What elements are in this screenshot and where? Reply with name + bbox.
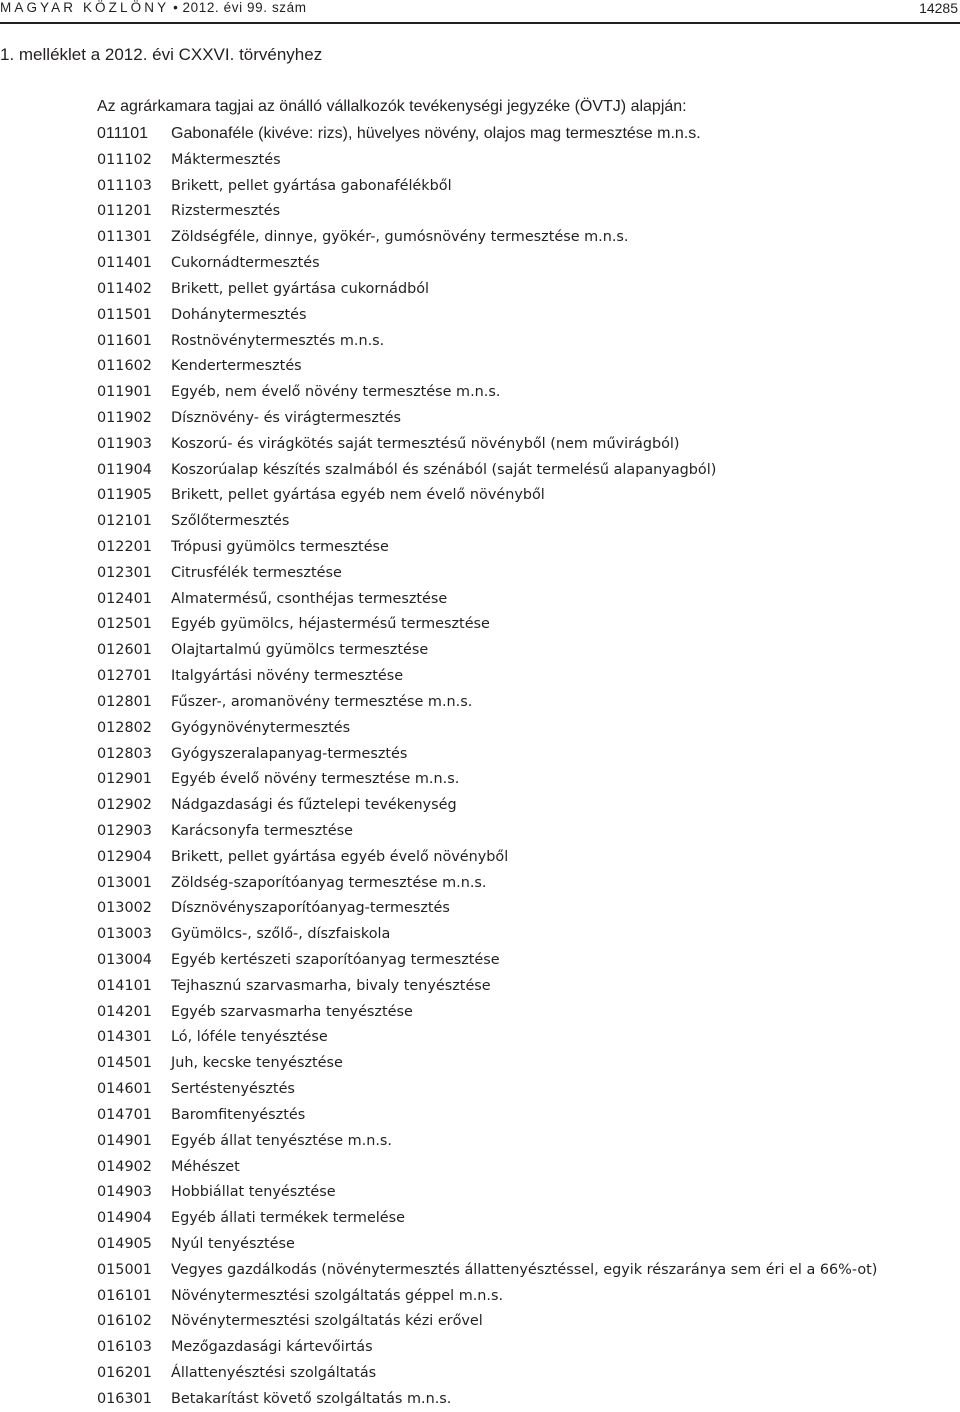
activity-row bbox=[97, 1205, 877, 1231]
activity-name: Méhészet bbox=[171, 1158, 240, 1175]
activity-row bbox=[97, 276, 877, 302]
activity-row bbox=[97, 328, 877, 354]
activity-name: Trópusi gyümölcs termesztése bbox=[171, 539, 389, 555]
activity-code: 011601 bbox=[97, 332, 152, 349]
activity-code: 015001 bbox=[97, 1261, 152, 1278]
activity-code: 012802 bbox=[97, 719, 152, 736]
activity-name: Dísznövényszaporítóanyag-termesztés bbox=[171, 900, 450, 917]
activity-name: Rostnövénytermesztés m.n.s. bbox=[171, 332, 385, 349]
activity-row bbox=[97, 1024, 877, 1050]
activity-row bbox=[97, 1360, 877, 1386]
activity-row bbox=[97, 482, 877, 508]
activity-row bbox=[97, 766, 877, 792]
activity-row bbox=[97, 1179, 877, 1205]
activity-code: 011301 bbox=[97, 229, 152, 246]
activity-row bbox=[97, 457, 877, 483]
activity-name: Gyümölcs-, szőlő-, díszfaiskola bbox=[171, 926, 391, 943]
activity-name: Koszorúalap készítés szalmából és szénából (saját termelésű alapanyagból) bbox=[171, 461, 717, 478]
activity-code: 011401 bbox=[97, 255, 152, 272]
activity-name: Egyéb állati termékek termelése bbox=[171, 1210, 406, 1227]
activity-name: Gyógyszeralapanyag-termesztés bbox=[171, 745, 408, 762]
activity-code: 011402 bbox=[97, 280, 152, 297]
activity-code: 014201 bbox=[97, 1003, 152, 1020]
activity-name: Gyógynövénytermesztés bbox=[171, 719, 351, 736]
activity-row bbox=[97, 715, 877, 741]
header-publication-line bbox=[0, 0, 307, 16]
activity-row bbox=[97, 1257, 877, 1283]
activity-name: Vegyes gazdálkodás (növénytermesztés állattenyésztéssel, egyik részaránya sem éri el a 66%-ot) bbox=[171, 1261, 878, 1278]
activity-row bbox=[97, 1308, 877, 1334]
activity-name: Állattenyésztési szolgáltatás bbox=[171, 1365, 377, 1381]
activity-name: Hobbiállat tenyésztése bbox=[171, 1184, 336, 1201]
activity-row bbox=[97, 353, 877, 379]
activity-name: Tejhasznú szarvasmarha, bivaly tenyésztése bbox=[171, 977, 491, 994]
activity-name: Dísznövény- és virágtermesztés bbox=[171, 409, 401, 426]
activity-row bbox=[97, 431, 877, 457]
activity-row bbox=[97, 1154, 877, 1180]
activity-code: 014904 bbox=[97, 1210, 152, 1227]
activity-row bbox=[97, 586, 877, 612]
activity-name: Brikett, pellet gyártása gabonafélékből bbox=[171, 177, 452, 194]
activity-code: 012803 bbox=[97, 745, 152, 762]
activity-code: 012901 bbox=[97, 771, 152, 788]
activity-code: 012902 bbox=[97, 797, 152, 814]
activity-name: Nyúl tenyésztése bbox=[171, 1235, 295, 1252]
activity-code: 012501 bbox=[97, 616, 152, 633]
activity-row bbox=[97, 508, 877, 534]
activity-row bbox=[97, 1102, 877, 1128]
activity-name: Zöldségféle, dinnye, gyökér-, gumósnövény termesztése m.n.s. bbox=[171, 229, 629, 246]
activity-code: 014902 bbox=[97, 1158, 152, 1175]
page-header bbox=[0, 0, 960, 24]
activity-name: Egyéb szarvasmarha tenyésztése bbox=[171, 1003, 413, 1020]
activity-row bbox=[97, 1231, 877, 1257]
activity-row bbox=[97, 611, 877, 637]
activity-code: 014905 bbox=[97, 1235, 152, 1252]
activity-row bbox=[97, 1050, 877, 1076]
activity-code: 011103 bbox=[97, 177, 152, 194]
activity-name: Brikett, pellet gyártása egyéb évelő növényből bbox=[171, 848, 509, 865]
activity-name: Egyéb, nem évelő növény termesztése m.n.s. bbox=[171, 384, 501, 401]
activity-row bbox=[97, 947, 877, 973]
activity-name: Rizstermesztés bbox=[171, 203, 281, 220]
activity-row bbox=[97, 224, 877, 250]
activity-row bbox=[97, 198, 877, 224]
activity-row bbox=[97, 121, 877, 147]
activity-row bbox=[97, 818, 877, 844]
activity-code: 011904 bbox=[97, 461, 152, 478]
publication-name: MAGYAR KÖZLÖNY bbox=[0, 0, 170, 15]
activity-name: Baromfitenyésztés bbox=[171, 1106, 306, 1123]
activity-code: 011501 bbox=[97, 306, 152, 323]
activity-row bbox=[97, 792, 877, 818]
activity-code: 011903 bbox=[97, 435, 152, 452]
activity-code: 013001 bbox=[97, 874, 152, 891]
activity-code: 011602 bbox=[97, 358, 152, 375]
activity-row bbox=[97, 663, 877, 689]
activity-code: 014903 bbox=[97, 1184, 152, 1201]
activity-code: 011901 bbox=[97, 384, 152, 401]
activity-name: Cukornádtermesztés bbox=[171, 255, 320, 272]
activity-code: 016201 bbox=[97, 1365, 152, 1381]
activity-code: 016102 bbox=[97, 1313, 152, 1330]
activity-code: 014301 bbox=[97, 1029, 152, 1046]
activity-name: Fűszer-, aromanövény termesztése m.n.s. bbox=[171, 693, 473, 710]
activity-row bbox=[97, 1076, 877, 1102]
separator-bullet: • bbox=[173, 0, 179, 15]
activity-code: 012301 bbox=[97, 564, 152, 581]
activity-code: 014701 bbox=[97, 1106, 152, 1123]
activity-row bbox=[97, 741, 877, 767]
activity-code: 014901 bbox=[97, 1132, 152, 1149]
activity-code: 016301 bbox=[97, 1390, 152, 1407]
activity-row bbox=[97, 1386, 877, 1412]
activity-name: Növénytermesztési szolgáltatás géppel m.n.s. bbox=[171, 1287, 504, 1304]
activity-row bbox=[97, 870, 877, 896]
activity-row bbox=[97, 302, 877, 328]
activity-name: Almatermésű, csonthéjas termesztése bbox=[171, 590, 448, 607]
activity-name: Betakarítást követő szolgáltatás m.n.s. bbox=[171, 1390, 452, 1407]
activity-row bbox=[97, 921, 877, 947]
annex-title: 1. melléklet a 2012. évi CXXVI. törvényhez bbox=[0, 45, 323, 64]
activity-name: Egyéb gyümölcs, héjastermésű termesztése bbox=[171, 616, 490, 633]
intro-text: Az agrárkamara tagjai az önálló vállalkozók tevékenységi jegyzéke (ÖVTJ) alapján: bbox=[97, 98, 687, 115]
activity-code: 011101 bbox=[97, 125, 149, 142]
issue-number: 2012. évi 99. szám bbox=[182, 0, 307, 15]
activity-name: Citrusfélék termesztése bbox=[171, 564, 342, 581]
activity-row bbox=[97, 637, 877, 663]
activity-row bbox=[97, 405, 877, 431]
activity-row bbox=[97, 999, 877, 1025]
activity-code: 012601 bbox=[97, 642, 152, 659]
activity-code: 013003 bbox=[97, 926, 152, 943]
activity-name: Nádgazdasági és fűztelepi tevékenység bbox=[171, 797, 457, 814]
activity-row bbox=[97, 147, 877, 173]
activity-name: Sertéstenyésztés bbox=[171, 1081, 295, 1098]
activity-code: 012701 bbox=[97, 668, 152, 685]
activity-code: 014501 bbox=[97, 1055, 152, 1072]
activity-name: Koszorú- és virágkötés saját termesztésű növényből (nem művirágból) bbox=[171, 435, 680, 452]
activity-name: Gabonaféle (kivéve: rizs), hüvelyes növény, olajos mag termesztése m.n.s. bbox=[171, 125, 701, 142]
activity-name: Mezőgazdasági kártevőirtás bbox=[171, 1339, 373, 1356]
activity-code: 011902 bbox=[97, 409, 152, 426]
activity-row bbox=[97, 250, 877, 276]
activity-code: 012903 bbox=[97, 822, 152, 839]
activity-code: 016101 bbox=[97, 1287, 152, 1304]
activity-list bbox=[97, 121, 877, 1412]
page-number: 14285 bbox=[919, 0, 958, 16]
activity-code: 016103 bbox=[97, 1339, 152, 1356]
activity-name: Brikett, pellet gyártása egyéb nem évelő növényből bbox=[171, 487, 545, 504]
activity-name: Italgyártási növény termesztése bbox=[171, 668, 404, 685]
activity-name: Dohánytermesztés bbox=[171, 306, 307, 323]
activity-name: Egyéb évelő növény termesztése m.n.s. bbox=[171, 771, 460, 788]
activity-name: Ló, lóféle tenyésztése bbox=[171, 1029, 328, 1046]
activity-name: Zöldség-szaporítóanyag termesztése m.n.s. bbox=[171, 874, 487, 891]
activity-row bbox=[97, 895, 877, 921]
activity-name: Szőlőtermesztés bbox=[171, 513, 290, 530]
activity-name: Növénytermesztési szolgáltatás kézi erővel bbox=[171, 1313, 483, 1330]
activity-name: Egyéb állat tenyésztése m.n.s. bbox=[171, 1132, 392, 1149]
activity-code: 013004 bbox=[97, 952, 152, 968]
activity-row bbox=[97, 1334, 877, 1360]
activity-row bbox=[97, 973, 877, 999]
activity-code: 012101 bbox=[97, 513, 152, 530]
activity-code: 012201 bbox=[97, 539, 152, 555]
activity-code: 011905 bbox=[97, 487, 152, 504]
activity-row bbox=[97, 689, 877, 715]
activity-code: 011102 bbox=[97, 151, 152, 168]
activity-row bbox=[97, 173, 877, 199]
activity-name: Kendertermesztés bbox=[171, 358, 302, 375]
activity-name: Karácsonyfa termesztése bbox=[171, 822, 353, 839]
activity-name: Olajtartalmú gyümölcs termesztése bbox=[171, 642, 429, 659]
activity-row bbox=[97, 1283, 877, 1309]
activity-row bbox=[97, 534, 877, 560]
activity-code: 014101 bbox=[97, 977, 152, 994]
activity-code: 012801 bbox=[97, 693, 152, 710]
activity-code: 013002 bbox=[97, 900, 152, 917]
activity-row bbox=[97, 1128, 877, 1154]
activity-row bbox=[97, 379, 877, 405]
activity-code: 014601 bbox=[97, 1081, 152, 1098]
activity-name: Brikett, pellet gyártása cukornádból bbox=[171, 280, 430, 297]
activity-code: 011201 bbox=[97, 203, 152, 220]
activity-code: 012904 bbox=[97, 848, 152, 865]
activity-code: 012401 bbox=[97, 590, 152, 607]
activity-row bbox=[97, 560, 877, 586]
activity-name: Máktermesztés bbox=[171, 151, 281, 168]
activity-name: Juh, kecske tenyésztése bbox=[171, 1055, 343, 1072]
activity-name: Egyéb kertészeti szaporítóanyag termesztése bbox=[171, 952, 500, 968]
activity-row bbox=[97, 844, 877, 870]
